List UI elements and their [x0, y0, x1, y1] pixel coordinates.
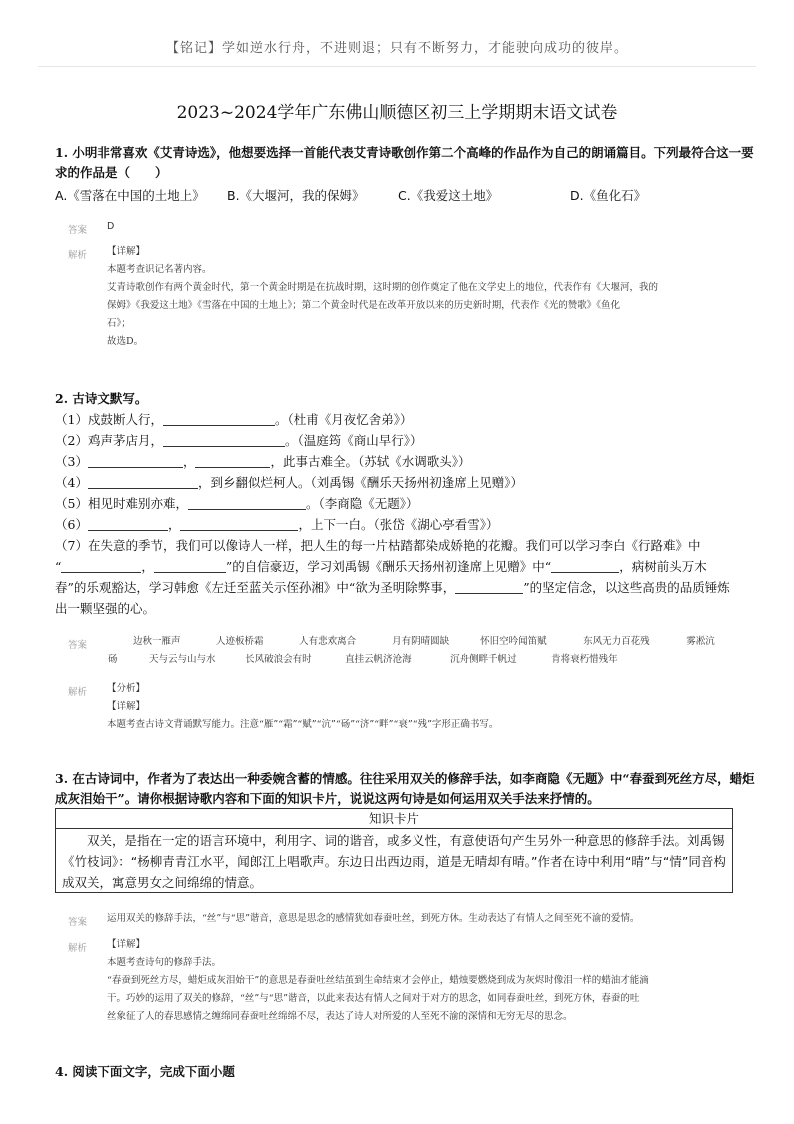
q2-text: “ — [55, 559, 62, 574]
q2-text: ， — [182, 454, 196, 469]
answer-blank[interactable] — [163, 433, 285, 447]
q2-stem: 2. 古诗文默写。 — [55, 391, 148, 406]
q2-answer-item: 肯将衰朽惜残年 — [551, 654, 618, 665]
q2-answer-item: 雾凇沆 — [686, 636, 715, 647]
q3-analysis-line: 丝象征了人的春思感情之缠绵同春蚕吐丝绵绵不尽，表达了诗人对所爱的人至死不渝的深情和无穷无尽的思念。 — [107, 1011, 573, 1022]
q1-option-b: B.《大堰河，我的保姆》 — [227, 188, 365, 203]
q2-line-3 — [55, 451, 470, 472]
q1-option-a: A.《雪落在中国的土地上》 — [55, 188, 205, 203]
knowledge-card-title: 知识卡片 — [56, 809, 732, 829]
header-divider — [38, 66, 756, 67]
q2-answer-label: 答案 — [68, 640, 88, 651]
answer-blank[interactable] — [163, 412, 275, 426]
q2-text: 春”的乐观豁达，学习韩愈《左迁至蓝关示侄孙湘》中“欲为圣明除弊事， — [55, 580, 456, 595]
q2-analysis — [107, 680, 498, 734]
q1-analysis — [107, 243, 658, 351]
q1-analysis-line: 石》； — [107, 318, 131, 329]
q3-analysis-label: 解析 — [68, 943, 88, 954]
q2-answer-item: 月有阴晴圆缺 — [392, 636, 450, 647]
q2-text: （2）鸡声茅店月， — [55, 433, 163, 448]
q2-line-7: （7）在失意的季节，我们可以像诗人一样，把人生的每一片枯踏都染成娇艳的花瓣。我们可以学习李白《行路难》中 — [55, 538, 701, 553]
q2-answer-item: 怀旧空吟闻笛赋 — [480, 636, 547, 647]
q3-analysis — [107, 936, 649, 1026]
q2-line-2 — [55, 430, 422, 451]
q2-analysis-label: 解析 — [68, 687, 88, 698]
q2-line-4 — [55, 472, 523, 493]
q3-stem-line2: 成灰泪始干”。请你根据诗歌内容和下面的知识卡片，说说这两句诗是如何运用双关手法来抒情的。 — [55, 791, 600, 806]
q2-line-8 — [55, 556, 707, 577]
q2-analysis-line: 【详解】 — [107, 701, 146, 712]
knowledge-card-text: 双关，是指在一定的语言环境中，利用字、词的谐音，或多义性，有意使语句产生另外一种意思的修辞手法。刘禹锡《竹枝词》：“杨柳青青江水平，闻郎江上唱歌声。东边日出西边雨，道是无晴却有晴。”作者在诗中利用“晴”与“情”同音构成双关，寓意男女之间绵绵的情意。 — [62, 833, 726, 890]
q2-answer-item: 砀 — [108, 654, 118, 665]
answer-blank[interactable] — [551, 559, 619, 573]
q1-analysis-line: 故选D。 — [107, 336, 144, 347]
q1-analysis-line: 【详解】 — [107, 246, 146, 257]
q3-analysis-line: 干。巧妙的运用了双关的修辞，“丝”与“思”谐音，以此来表达有情人之间对于对方的思念，如同春蚕吐丝，到死方休，春蚕的吐 — [107, 993, 640, 1004]
q3-answer-label: 答案 — [68, 917, 88, 928]
q3-analysis-line: 本题考查诗句的修辞手法。 — [107, 957, 222, 968]
answer-blank[interactable] — [88, 517, 168, 531]
q2-text: ，到乡翻似烂柯人。（刘禹锡《酬乐天扬州初逢席上见赠》） — [197, 475, 523, 490]
q2-analysis-line: 【分析】 — [107, 683, 146, 694]
q1-analysis-line: 保姆》《我爱这土地》《雪落在中国的土地上》；第二个黄金时代是在改革开放以来的历史新时期，代表作《光的赞歌》《鱼化 — [107, 300, 621, 311]
q1-analysis-label: 解析 — [68, 250, 88, 261]
q2-text: ，此事古难全。（苏轼《水调歌头》） — [270, 454, 471, 469]
q2-answer-item: 天与云与山与水 — [149, 654, 216, 665]
q1-option-c: C.《我爱这土地》 — [398, 188, 499, 203]
q2-text: ， — [167, 517, 181, 532]
q1-answer-label: 答案 — [68, 225, 88, 236]
q2-answer-item: 人有悲欢离合 — [299, 636, 357, 647]
q1-stem-line1: 1. 小明非常喜欢《艾青诗选》，他想要选择一首能代表艾青诗歌创作第二个高峰的作品作为自己的朗诵篇目。下列最符合这一要 — [55, 145, 754, 160]
q2-text: （5）相见时难别亦难， — [55, 496, 188, 511]
q2-analysis-line: 本题考查古诗文背诵默写能力。注意“雁”“霜”“赋”“沆”“砀”“济”“畔”“衰”“残”字形正确书写。 — [107, 719, 499, 730]
q2-text: （4） — [55, 475, 88, 490]
q2-line-9 — [55, 577, 730, 598]
page-title: 2023~2024学年广东佛山顺德区初三上学期期末语文试卷 — [176, 103, 618, 123]
answer-blank[interactable] — [195, 454, 270, 468]
q2-text: 。（李商隐《无题》） — [305, 496, 419, 511]
q2-line-10: 出一颗坚强的心。 — [55, 601, 156, 616]
q3-analysis-line: “春蚕到死丝方尽，蜡炬成灰泪始干”的意思是春蚕吐丝结茧到生命结束才会停止，蜡烛要燃烧到成为灰烬时像泪一样的蜡油才能滴 — [107, 975, 649, 986]
answer-blank[interactable] — [88, 475, 198, 489]
answer-blank[interactable] — [154, 559, 226, 573]
q2-answer-item: 人迹板桥霜 — [216, 636, 264, 647]
q1-analysis-line: 本题考查识记名著内容。 — [107, 264, 212, 275]
q2-answer-item: 沉舟侧畔千帆过 — [450, 654, 517, 665]
answer-blank[interactable] — [180, 517, 298, 531]
q2-answer-item: 东风无力百花残 — [583, 636, 650, 647]
q2-text: ”的自信豪迈，学习刘禹锡《酬乐天扬州初逢席上见赠》中“ — [225, 559, 552, 574]
q2-text: ”的坚定信念，以这些高贵的品质锤炼 — [523, 580, 730, 595]
answer-blank[interactable] — [455, 580, 523, 594]
q2-text: ，上下一白。（张岱《湖心亭看雪》） — [298, 517, 499, 532]
answer-blank[interactable] — [61, 559, 141, 573]
q2-text: （6） — [55, 517, 88, 532]
q1-stem-line2: 求的作品是（ ） — [55, 165, 168, 180]
q2-text: （3） — [55, 454, 88, 469]
q2-answer-item: 长风破浪会有时 — [245, 654, 312, 665]
q2-line-1 — [55, 409, 412, 430]
q3-analysis-line: 【详解】 — [107, 939, 146, 950]
q1-analysis-line: 艾青诗歌创作有两个黄金时代，第一个黄金时期是在抗战时期，这时期的创作奠定了他在文学史上的地位，代表作有《大堰河，我的 — [107, 282, 659, 293]
q2-answers-row2 — [108, 651, 708, 669]
q2-answers-row1 — [133, 633, 733, 651]
q1-option-d: D.《鱼化石》 — [570, 188, 647, 203]
answer-blank[interactable] — [88, 454, 183, 468]
q3-stem-line1: 3. 在古诗词中，作者为了表达出一种委婉含蓄的情感。往往采用双关的修辞手法，如李商隐《无题》中“春蚕到死丝方尽，蜡炬 — [55, 771, 755, 786]
q2-line-6 — [55, 514, 498, 535]
q3-answer: 运用双关的修辞手法，“丝”与“思”谐音，意思是思念的感情犹如春蚕吐丝，到死方休。生动表达了有情人之间至死不渝的爱情。 — [107, 913, 640, 924]
q2-line-5 — [55, 493, 418, 514]
q2-text: ， — [141, 559, 154, 574]
q4-stem: 4. 阅读下面文字，完成下面小题 — [55, 1064, 235, 1079]
q2-text: 。（杜甫《月夜忆舍弟》） — [274, 412, 413, 427]
q2-text: （1）戍鼓断人行， — [55, 412, 163, 427]
q2-answer-item: 直挂云帆济沧海 — [345, 654, 412, 665]
q1-answer: D — [107, 221, 115, 232]
knowledge-card — [55, 808, 733, 893]
q2-text: 。（温庭筠《商山早行》） — [284, 433, 423, 448]
motto: 【铭记】学如逆水行舟，不进则退；只有不断努力，才能驶向成功的彼岸。 — [165, 41, 628, 56]
q2-text: ，病树前头万木 — [619, 559, 707, 574]
answer-blank[interactable] — [188, 496, 306, 510]
q2-answer-item: 边秋一雁声 — [133, 636, 181, 647]
